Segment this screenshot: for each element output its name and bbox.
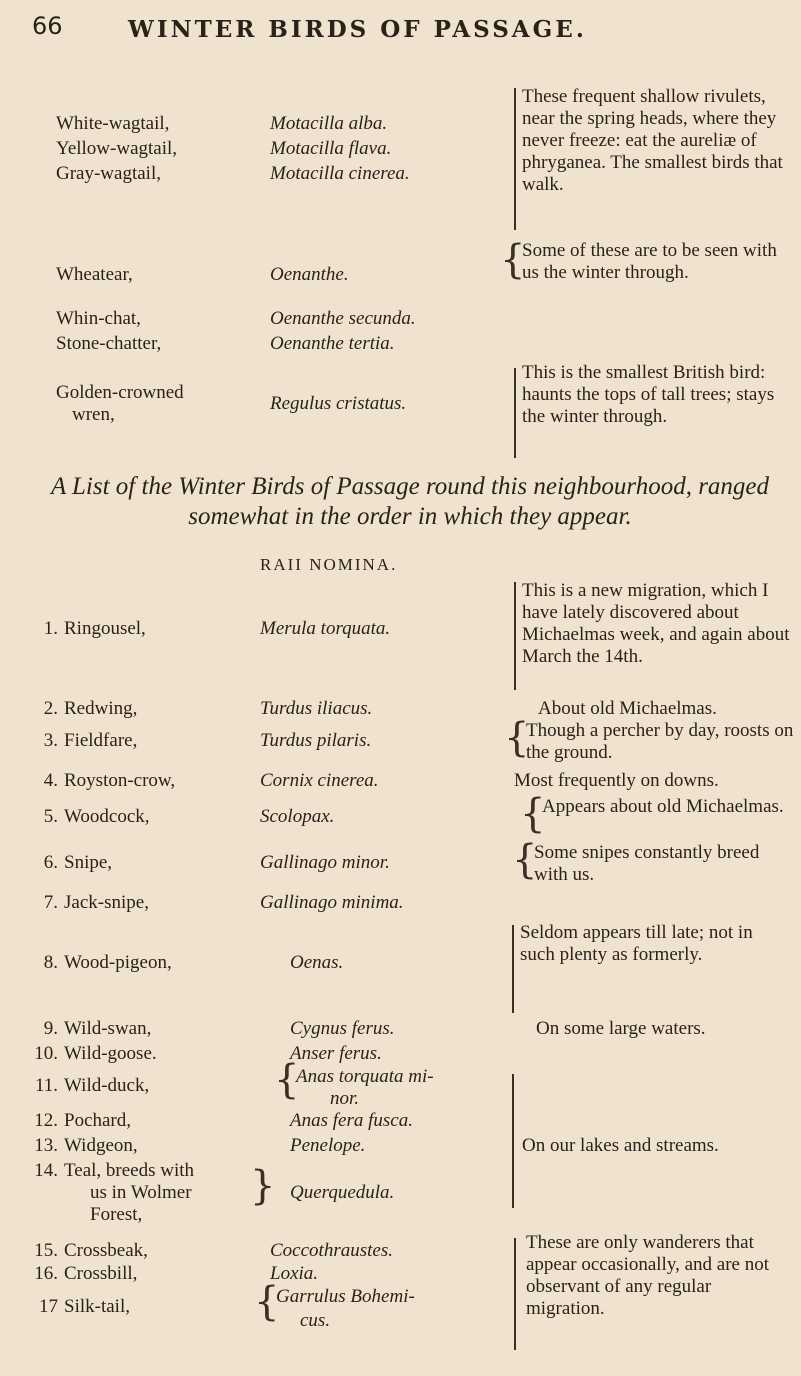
item-number: 2. bbox=[43, 698, 58, 719]
bird-english: Wheatear, bbox=[56, 264, 133, 285]
item-number: 15. bbox=[34, 1240, 58, 1261]
item-number: 11. bbox=[34, 1075, 58, 1096]
note-redwing: About old Michaelmas. bbox=[538, 698, 717, 719]
brace-icon: { bbox=[254, 1279, 280, 1325]
bird-latin: Oenanthe. bbox=[270, 264, 349, 285]
bird-english-cont: us in Wolmer bbox=[90, 1182, 192, 1203]
bird-english: Wood-pigeon, bbox=[64, 952, 172, 973]
bird-english: Silk-tail, bbox=[64, 1296, 130, 1317]
brace-icon: { bbox=[500, 237, 526, 283]
brace-icon: } bbox=[250, 1163, 276, 1209]
bird-english: Fieldfare, bbox=[64, 730, 138, 751]
item-number: 16. bbox=[34, 1263, 58, 1284]
bird-english: Golden-crowned bbox=[56, 382, 184, 403]
bird-latin: Oenas. bbox=[290, 952, 344, 973]
bird-english: Widgeon, bbox=[64, 1135, 138, 1156]
note-snipe: Some snipes constantly breed with us. bbox=[534, 842, 760, 885]
list-title: A List of the Winter Birds of Passage round this neighbourhood, ranged somewhat in the order in which they appear. bbox=[50, 473, 770, 530]
item-number: 17 bbox=[39, 1296, 58, 1317]
bird-latin: Turdus iliacus. bbox=[260, 698, 373, 719]
bird-english: Pochard, bbox=[64, 1110, 132, 1131]
note-swan: On some large waters. bbox=[536, 1018, 706, 1039]
bird-latin: Turdus pilaris. bbox=[260, 730, 372, 751]
bird-latin: Merula torquata. bbox=[260, 618, 391, 639]
bird-latin: Anas torquata mi- bbox=[296, 1066, 434, 1087]
bird-latin: Anser ferus. bbox=[290, 1043, 382, 1064]
page-number: 66 bbox=[32, 12, 63, 40]
bird-latin: Garrulus Bohemi- bbox=[276, 1286, 415, 1307]
bird-latin: Motacilla cinerea. bbox=[270, 163, 410, 184]
item-number: 3. bbox=[43, 730, 58, 751]
bird-latin: Penelope. bbox=[290, 1135, 366, 1156]
bird-english: Whin-chat, bbox=[56, 308, 141, 329]
bird-latin: Cornix cinerea. bbox=[260, 770, 379, 791]
item-number: 12. bbox=[34, 1110, 58, 1131]
note-crow: Most frequently on downs. bbox=[514, 770, 719, 791]
bird-english: Jack-snipe, bbox=[64, 892, 149, 913]
bird-english-cont: Forest, bbox=[90, 1204, 143, 1225]
brace-line bbox=[514, 1238, 516, 1350]
brace-line bbox=[514, 368, 516, 458]
bird-english: Wild-goose. bbox=[64, 1043, 157, 1064]
brace-icon: { bbox=[520, 791, 546, 837]
item-number: 9. bbox=[43, 1018, 58, 1039]
note-pigeon: Seldom appears till late; not in such plenty as formerly. bbox=[520, 922, 753, 965]
brace-line bbox=[512, 1074, 514, 1208]
bird-english: Ringousel, bbox=[64, 618, 146, 639]
bird-latin: Loxia. bbox=[270, 1263, 319, 1284]
item-number: 14. bbox=[34, 1160, 58, 1181]
item-number: 5. bbox=[43, 806, 58, 827]
bird-english: Teal, breeds with bbox=[64, 1160, 195, 1181]
bird-latin: Motacilla flava. bbox=[270, 138, 392, 159]
column-heading: RAII NOMINA. bbox=[260, 555, 398, 574]
brace-icon: { bbox=[274, 1057, 300, 1103]
item-number: 1. bbox=[43, 618, 58, 639]
item-number: 10. bbox=[34, 1043, 58, 1064]
note-fieldfare: Though a percher by day, roosts on the ground. bbox=[526, 720, 794, 763]
bird-english: Redwing, bbox=[64, 698, 138, 719]
note-ducks: On our lakes and streams. bbox=[522, 1135, 719, 1156]
bird-latin-cont: nor. bbox=[330, 1088, 360, 1109]
bird-english-cont: wren, bbox=[72, 404, 115, 425]
item-number: 7. bbox=[43, 892, 58, 913]
running-title: WINTER BIRDS OF PASSAGE. bbox=[128, 16, 587, 43]
note-wren: This is the smallest British bird: haunts the tops of tall trees; stays the winter through. bbox=[522, 362, 775, 427]
bird-latin-cont: cus. bbox=[300, 1310, 331, 1331]
bird-english: Crossbeak, bbox=[64, 1240, 148, 1261]
bird-latin: Regulus cristatus. bbox=[270, 393, 407, 414]
bird-latin: Oenanthe tertia. bbox=[270, 333, 395, 354]
brace-icon: { bbox=[504, 715, 530, 761]
bird-english: Yellow-wagtail, bbox=[56, 138, 178, 159]
brace-line bbox=[512, 925, 514, 1013]
item-number: 6. bbox=[43, 852, 58, 873]
note-wanderers: These are only wanderers that appear occasionally, and are not observant of any regular migration. bbox=[526, 1232, 770, 1319]
bird-english: Gray-wagtail, bbox=[56, 163, 161, 184]
bird-latin: Motacilla alba. bbox=[270, 113, 388, 134]
bird-english: Snipe, bbox=[64, 852, 113, 873]
brace-line bbox=[514, 88, 516, 230]
bird-latin: Querquedula. bbox=[290, 1182, 395, 1203]
bird-english: Wild-duck, bbox=[64, 1075, 150, 1096]
brace-icon: { bbox=[512, 837, 538, 883]
note-ringousel: This is a new migration, which I have lately discovered about Michaelmas week, and again about March the 14th. bbox=[522, 580, 790, 667]
bird-latin: Gallinago minima. bbox=[260, 892, 404, 913]
bird-latin: Anas fera fusca. bbox=[290, 1110, 413, 1131]
item-number: 4. bbox=[43, 770, 58, 791]
note-wheatear: Some of these are to be seen with us the winter through. bbox=[522, 240, 777, 283]
bird-english: Crossbill, bbox=[64, 1263, 138, 1284]
bird-latin: Gallinago minor. bbox=[260, 852, 390, 873]
bird-english: White-wagtail, bbox=[56, 113, 170, 134]
bird-english: Royston-crow, bbox=[64, 770, 176, 791]
item-number: 13. bbox=[34, 1135, 58, 1156]
brace-line bbox=[514, 582, 516, 690]
bird-latin: Coccothraustes. bbox=[270, 1240, 393, 1261]
note-woodcock: Appears about old Michaelmas. bbox=[542, 796, 784, 817]
bird-english: Woodcock, bbox=[64, 806, 150, 827]
item-number: 8. bbox=[43, 952, 58, 973]
bird-english: Wild-swan, bbox=[64, 1018, 152, 1039]
bird-latin: Cygnus ferus. bbox=[290, 1018, 395, 1039]
bird-english: Stone-chatter, bbox=[56, 333, 162, 354]
note-wagtails: These frequent shallow rivulets, near the spring heads, where they never freeze: eat the aureliæ of phryganea. The smallest birds that walk. bbox=[522, 86, 783, 195]
bird-latin: Scolopax. bbox=[260, 806, 335, 827]
bird-latin: Oenanthe secunda. bbox=[270, 308, 416, 329]
